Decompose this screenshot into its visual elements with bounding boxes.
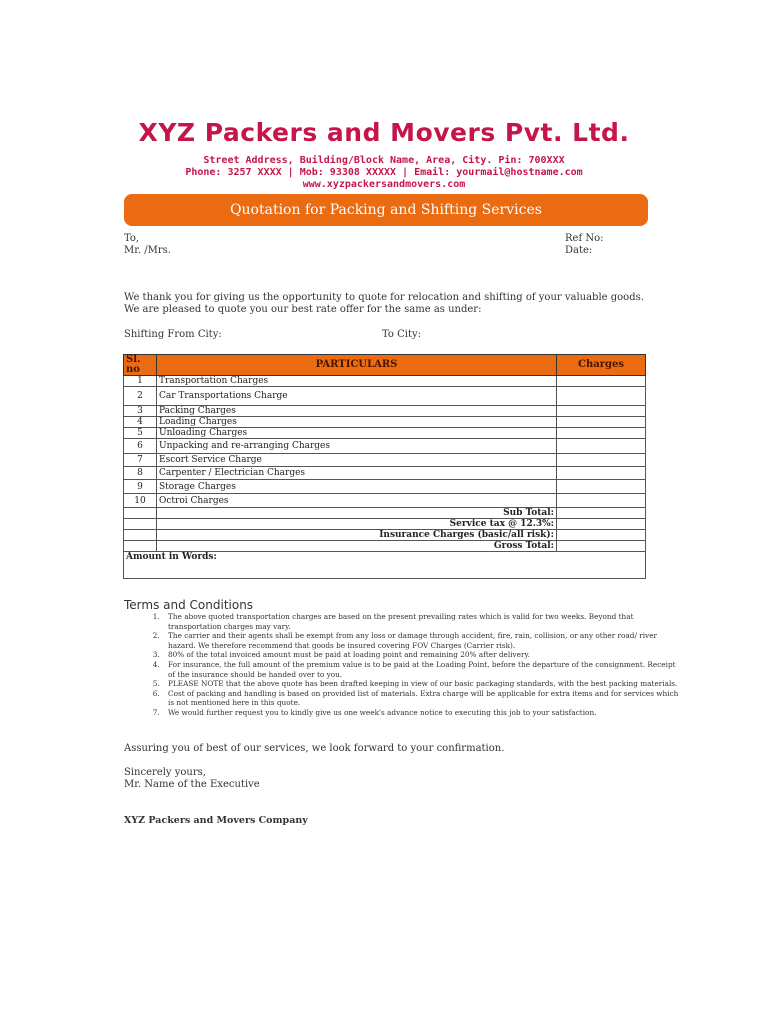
recipient-name: Mr. /Mrs.: [124, 245, 171, 256]
total-row: [124, 508, 646, 519]
table-row: [124, 406, 646, 417]
row-particular: Loading Charges: [157, 417, 557, 428]
row-charge: [557, 387, 646, 406]
row-sl: 9: [124, 480, 157, 494]
row-sl: 1: [124, 376, 157, 387]
charges-table: [123, 354, 646, 579]
list-item: 5. PLEASE NOTE that the above quote has been drafted keeping in view of our basic packaging standards, with the best packing materials.: [162, 679, 682, 689]
list-item: 2. The carrier and their agents shall be exempt from any loss or damage through accident, fire, rain, collision, or any other road/ river hazard. We therefore recommend that goods be insured covering FOV Charges (Carrier risk).: [162, 631, 682, 650]
row-charge: [557, 417, 646, 428]
signature-company: XYZ Packers and Movers Company: [124, 815, 308, 826]
row-charge: [557, 406, 646, 417]
table-row: [124, 467, 646, 480]
header-sl: Sl. no: [124, 355, 157, 376]
row-sl: 4: [124, 417, 157, 428]
row-charge: [557, 439, 646, 454]
row-charge: [557, 494, 646, 508]
terms-title: Terms and Conditions: [124, 598, 254, 612]
list-item: 7. We would further request you to kindly give us one week's advance notice to executing this job to your satisfaction.: [162, 708, 682, 718]
row-charge: [557, 480, 646, 494]
company-name: XYZ Packers and Movers Pvt. Ltd.: [138, 118, 630, 147]
row-particular: Car Transportations Charge: [157, 387, 557, 406]
row-particular: Octroi Charges: [157, 494, 557, 508]
row-sl: 2: [124, 387, 157, 406]
table-row: [124, 454, 646, 467]
terms-list: [124, 612, 682, 718]
list-item: 1. The above quoted transportation charges are based on the present prevailing rates which is valid for two weeks. Beyond that transportation charges may vary.: [162, 612, 682, 631]
row-particular: Packing Charges: [157, 406, 557, 417]
row-charge: [557, 428, 646, 439]
sincerely-text: Sincerely yours,: [124, 767, 206, 778]
company-website: www.xyzpackersandmovers.com: [302, 179, 466, 190]
service-tax-value: [557, 519, 646, 530]
table-row: [124, 480, 646, 494]
row-particular: Escort Service Charge: [157, 454, 557, 467]
company-address: Street Address, Building/Block Name, Area, City. Pin: 700XXX: [203, 155, 565, 166]
total-row: [124, 541, 646, 552]
table-header-row: [124, 355, 646, 376]
list-item: 4. For insurance, the full amount of the premium value is to be paid at the Loading Point, before the departure of the consignment. Receipt of the insurance should be handed over to you.: [162, 660, 682, 679]
row-charge: [557, 454, 646, 467]
row-sl: 8: [124, 467, 157, 480]
service-tax-label: Service tax @ 12.3%:: [157, 519, 557, 530]
gross-total-value: [557, 541, 646, 552]
shifting-from: Shifting From City:: [124, 329, 222, 340]
insurance-value: [557, 530, 646, 541]
table-row: [124, 494, 646, 508]
shifting-to: To City:: [382, 329, 421, 340]
gross-total-label: Gross Total:: [157, 541, 557, 552]
header-charges: Charges: [557, 355, 646, 376]
row-particular: Transportation Charges: [157, 376, 557, 387]
table-row: [124, 428, 646, 439]
total-row: [124, 530, 646, 541]
row-particular: Unpacking and re-arranging Charges: [157, 439, 557, 454]
row-sl: 5: [124, 428, 157, 439]
company-phone: Phone: 3257 XXXX | Mob: 93308 XXXXX | Email: yourmail@hostname.com: [185, 167, 583, 178]
row-sl: 10: [124, 494, 157, 508]
to-label: To,: [124, 233, 140, 244]
list-item: 6. Cost of packing and handling is based on provided list of materials. Extra charge will be applicable for extra items and for services which is not mentioned here in this quote.: [162, 689, 682, 708]
table-row: [124, 417, 646, 428]
intro-text: We thank you for giving us the opportunity to quote for relocation and shifting of your valuable goods. We are pleased to quote you our best rate offer for the same as under:: [124, 292, 644, 315]
row-sl: 3: [124, 406, 157, 417]
table-row: [124, 376, 646, 387]
row-sl: 7: [124, 454, 157, 467]
list-item: 3. 80% of the total invoiced amount must be paid at loading point and remaining 20% after delivery.: [162, 650, 682, 660]
date-label: Date:: [565, 245, 593, 256]
row-particular: Carpenter / Electrician Charges: [157, 467, 557, 480]
row-charge: [557, 376, 646, 387]
total-row: [124, 519, 646, 530]
row-charge: [557, 467, 646, 480]
amount-words-row: [124, 552, 646, 579]
amount-in-words: Amount in Words:: [124, 552, 646, 579]
subtotal-label: Sub Total:: [157, 508, 557, 519]
subtotal-value: [557, 508, 646, 519]
assurance-text: Assuring you of best of our services, we look forward to your confirmation.: [124, 743, 505, 754]
executive-name: Mr. Name of the Executive: [124, 779, 260, 790]
quotation-banner: Quotation for Packing and Shifting Services: [124, 194, 648, 226]
insurance-label: Insurance Charges (basic/all risk):: [157, 530, 557, 541]
table-row: [124, 439, 646, 454]
header-particulars: PARTICULARS: [157, 355, 557, 376]
ref-no-label: Ref No:: [565, 233, 604, 244]
row-particular: Unloading Charges: [157, 428, 557, 439]
row-particular: Storage Charges: [157, 480, 557, 494]
row-sl: 6: [124, 439, 157, 454]
table-row: [124, 387, 646, 406]
